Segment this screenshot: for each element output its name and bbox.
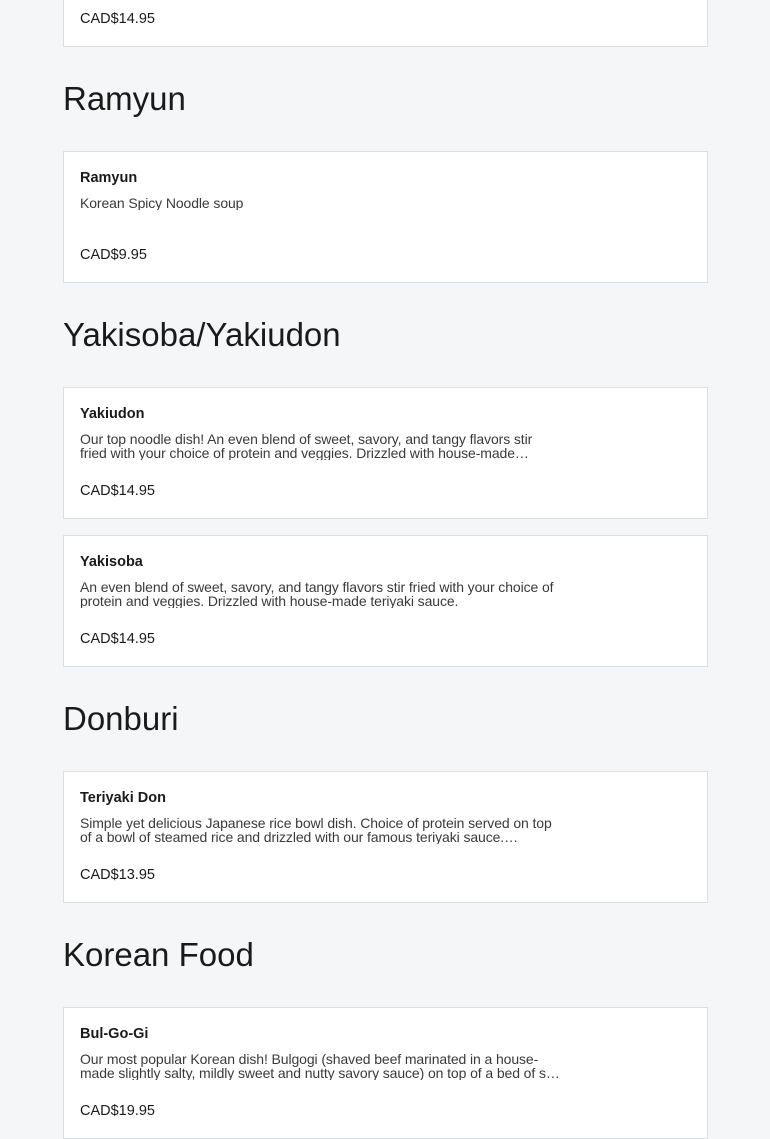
menu-item-card[interactable] — [63, 1007, 708, 1139]
item-name: Yakisoba — [80, 554, 143, 570]
menu-section-korean-food — [63, 903, 708, 1139]
item-name: Ramyun — [80, 170, 138, 186]
item-price: CAD$14.95 — [80, 11, 155, 27]
menu-item-card[interactable] — [63, 771, 708, 903]
item-price: CAD$9.95 — [80, 247, 147, 263]
menu-item-card[interactable] — [63, 151, 708, 283]
section-title: Korean Food — [63, 936, 254, 973]
menu-item-card[interactable] — [63, 387, 708, 519]
menu-page — [63, 0, 708, 1139]
item-description: Simple yet delicious Japanese rice bowl dish. Choice of protein served on top of a bowl of steamed rice and drizzled with our famous teriyaki sauce.… — [80, 816, 552, 844]
item-description: An even blend of sweet, savory, and tangy flavors stir fried with your choice of protein and veggies. Drizzled with house-made teriyaki sauce. — [80, 580, 554, 608]
menu-section-yakisoba-yakiudon — [63, 283, 708, 667]
item-description: Korean Spicy Noodle soup — [80, 196, 244, 210]
item-name: Bul-Go-Gi — [80, 1026, 149, 1042]
item-price: CAD$19.95 — [80, 1103, 155, 1119]
item-price: CAD$13.95 — [80, 867, 155, 883]
item-name: Yakiudon — [80, 406, 145, 422]
section-title: Yakisoba/Yakiudon — [63, 316, 341, 353]
menu-item-card[interactable] — [63, 0, 708, 47]
item-price: CAD$14.95 — [80, 483, 155, 499]
item-name: Teriyaki Don — [80, 790, 166, 806]
section-title: Ramyun — [63, 80, 186, 117]
menu-section-ramyun — [63, 47, 708, 283]
section-title: Donburi — [63, 700, 179, 737]
menu-item-card[interactable] — [63, 535, 708, 667]
item-description: Our top noodle dish! An even blend of sweet, savory, and tangy flavors stir fried with your choice of protein and veggies. Drizzled with house-made… — [80, 432, 533, 460]
menu-section-donburi — [63, 667, 708, 903]
item-price: CAD$14.95 — [80, 631, 155, 647]
item-description: Our most popular Korean dish! Bulgogi (shaved beef marinated in a house-made slightly salty, mildly sweet and nutty savory sauce) on top of a bed of s… — [80, 1052, 560, 1080]
